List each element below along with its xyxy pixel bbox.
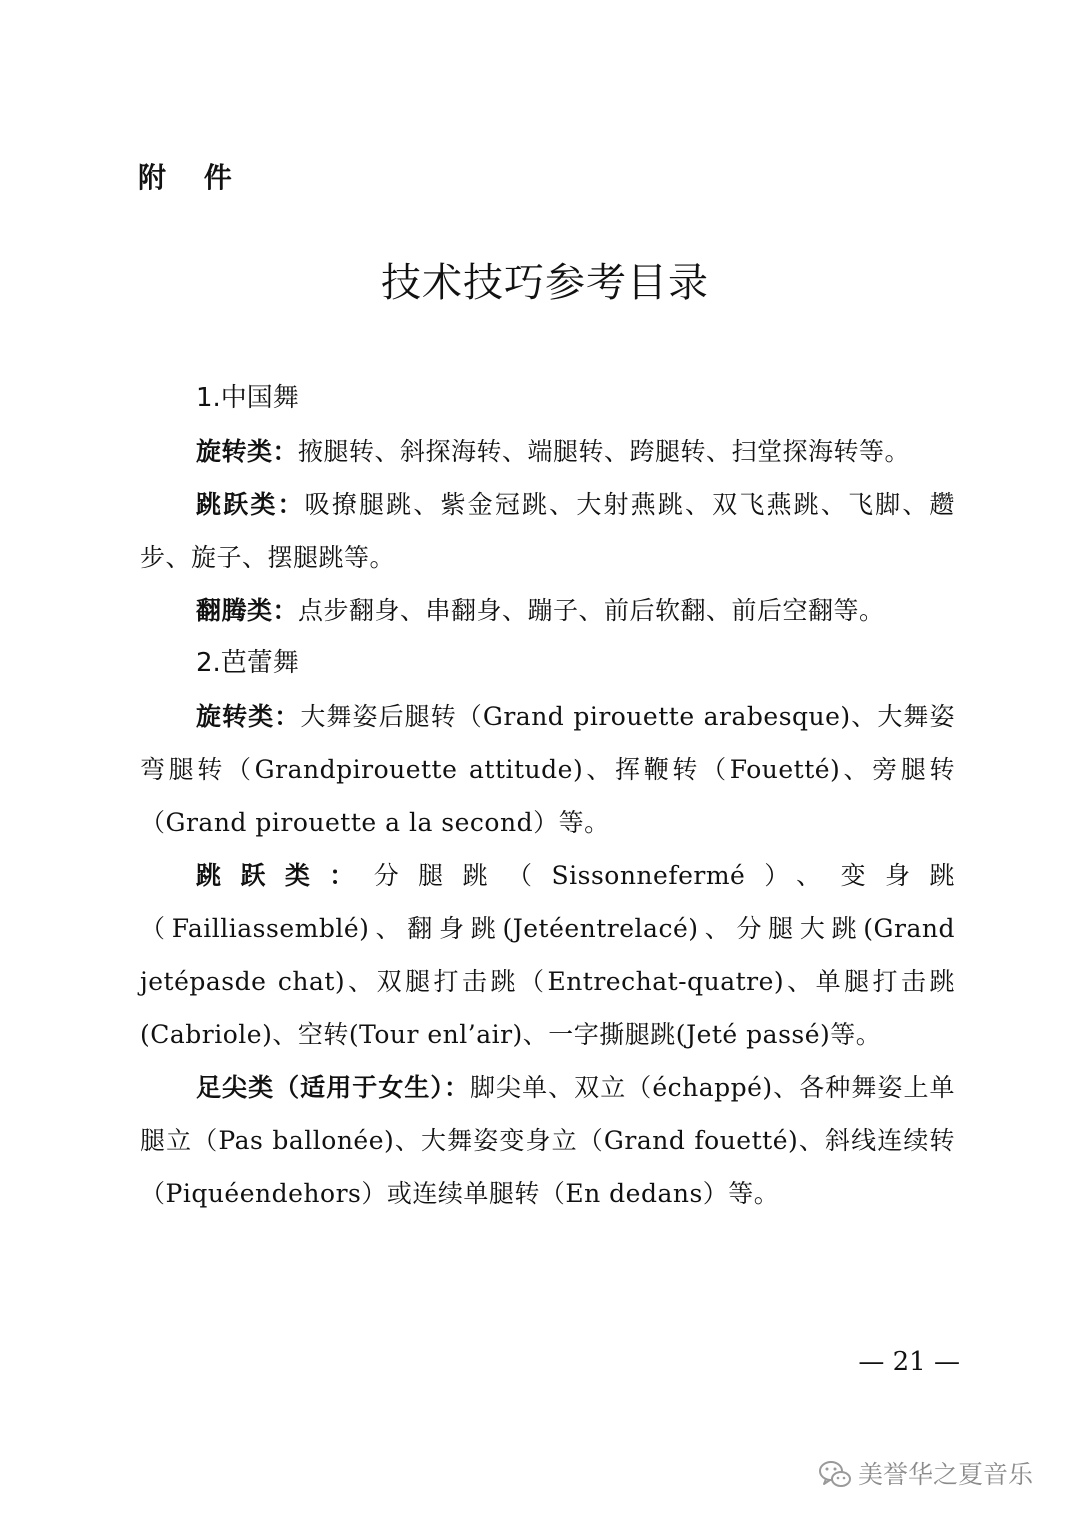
paragraph-tumbling [140, 584, 955, 637]
paragraph-text: 大舞姿后腿转（Grand pirouette arabesque)、大舞姿弯腿转（Grandpirouette attitude)、挥鞭转（Fouetté)、旁腿转（Grand pirouette a la second）等。 [140, 702, 955, 837]
attachment-label: 附 件 [138, 161, 246, 194]
paragraph-jumps [140, 478, 955, 584]
paragraph-ballet-jumps [140, 849, 955, 1061]
section-heading-ballet: 2.芭蕾舞 [196, 648, 299, 678]
watermark [818, 1455, 1033, 1495]
paragraph-text: 点步翻身、串翻身、蹦子、前后软翻、前后空翻等。 [298, 596, 885, 625]
paragraph-label: 旋转类： [196, 702, 301, 731]
watermark-text: 美誉华之夏音乐 [858, 1460, 1034, 1489]
paragraph-label: 跳跃类： [196, 490, 305, 519]
paragraph-text: 吸撩腿跳、紫金冠跳、大射燕跳、双飞燕跳、飞脚、趱步、旋子、摆腿跳等。 [140, 490, 955, 572]
paragraph-label: 翻腾类： [196, 596, 299, 625]
document-body [140, 372, 955, 1220]
page-title: 技术技巧参考目录 [381, 260, 709, 306]
wechat-icon [818, 1458, 852, 1492]
paragraph-label: 旋转类： [196, 437, 299, 466]
page-number: — 21 — [858, 1347, 960, 1377]
paragraph-text: 脚尖单、双立（échappé)、各种舞姿上单腿立（Pas ballonée)、大舞姿变身立（Grand fouetté)、斜线连续转（Piquéendehors）或连续单腿转（En dedans）等。 [140, 1073, 955, 1208]
paragraph-rotation [140, 425, 955, 478]
paragraph-ballet-rotation [140, 690, 955, 849]
paragraph-label: 跳跃类： [196, 861, 374, 890]
paragraph-text: 掖腿转、斜探海转、端腿转、跨腿转、扫堂探海转等。 [298, 437, 911, 466]
section-heading-chinese-dance: 1.中国舞 [196, 383, 299, 413]
paragraph-ballet-pointe [140, 1061, 955, 1220]
paragraph-text: 分腿跳（Sissonnefermé）、变身跳（Failliassemblé)、翻身跳(Jetéentrelacé)、分腿大跳(Grand jetépasde chat)、双腿打击跳（Entrechat-quatre)、单腿打击跳(Cabriole)、空转(Tour enl’air)、一字撕腿跳(Jeté passé)等。 [140, 861, 955, 1049]
paragraph-label: 足尖类（适用于女生）： [196, 1073, 470, 1102]
